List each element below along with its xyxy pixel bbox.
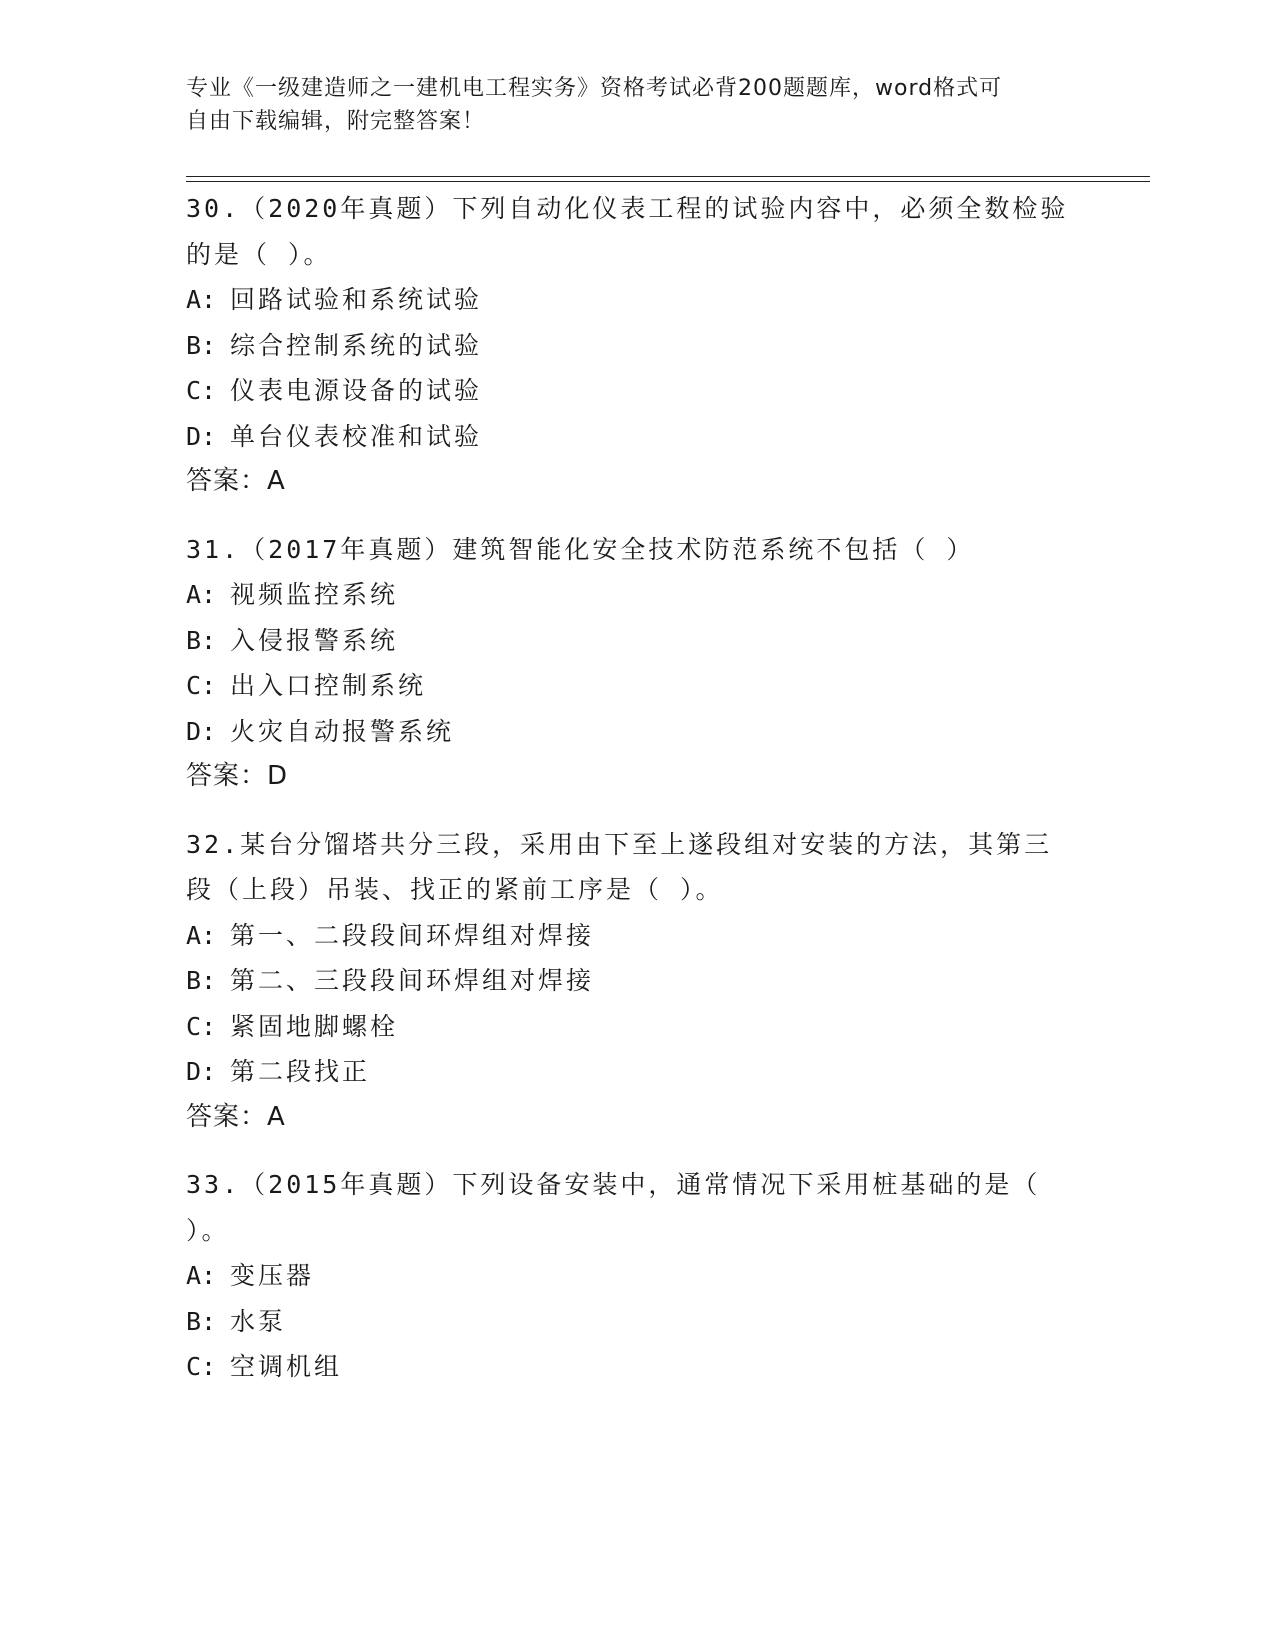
option-row [186,1049,1086,1095]
option-letter: B: [186,625,217,655]
answer-text: 答案：A [186,466,286,496]
option-text: 回路试验和系统试验 [230,285,483,314]
option-text: 火灾自动报警系统 [230,716,455,746]
question-block [186,1162,1086,1390]
question-text: 的是（ ）。 [186,239,332,269]
option-text: 水泵 [230,1306,287,1336]
option-text: 第二、三段段间环焊组对焊接 [230,966,595,995]
option-letter: C: [186,1352,217,1381]
option-text: 第二段找正 [230,1057,371,1086]
option-letter: A: [186,285,217,314]
option-letter: B: [186,1306,217,1336]
option-text: 视频监控系统 [230,580,399,609]
question-list [186,186,1086,1412]
answer-text: 答案：D [186,761,289,791]
option-letter: B: [186,966,217,995]
option-letter: A: [186,580,217,609]
option-row [186,663,1086,709]
question-text: ）。 [186,1215,230,1245]
option-row [186,1299,1086,1345]
question-text: 段（上段）吊装、找正的紧前工序是（ ）。 [186,875,724,904]
header-divider [186,176,1150,177]
option-letter: D: [186,716,217,746]
option-letter: C: [186,671,217,700]
option-text: 入侵报警系统 [230,625,399,655]
option-text: 单台仪表校准和试验 [230,421,483,451]
question-text: 30.（2020年真题）下列自动化仪表工程的试验内容中，必须全数检验 [186,194,1069,223]
option-row [186,368,1086,414]
option-row [186,1004,1086,1050]
option-row [186,709,1086,755]
header-line: 专业《一级建造师之一建机电工程实务》资格考试必背200题题库，word格式可 [186,76,1003,101]
option-text: 紧固地脚螺栓 [230,1011,399,1041]
option-row [186,618,1086,664]
option-letter: C: [186,1011,217,1041]
header-divider [186,181,1150,182]
question-text: 31.（2017年真题）建筑智能化安全技术防范系统不包括（ ） [186,534,975,564]
option-row [186,572,1086,618]
question-block [186,822,1086,1141]
option-letter: C: [186,376,217,405]
option-letter: D: [186,421,217,451]
option-row [186,913,1086,959]
option-letter: D: [186,1057,217,1086]
option-row [186,1253,1086,1299]
question-text: 33.（2015年真题）下列设备安装中，通常情况下采用桩基础的是（ [186,1170,1041,1199]
option-row [186,414,1086,460]
option-letter: A: [186,920,217,950]
question-block [186,527,1086,800]
option-text: 出入口控制系统 [230,671,427,700]
header-line: 自由下载编辑，附完整答案！ [186,109,486,134]
document-header [186,72,1066,138]
option-letter: A: [186,1261,217,1290]
option-row [186,958,1086,1004]
answer-text: 答案：A [186,1101,286,1132]
option-text: 综合控制系统的试验 [230,330,483,360]
option-text: 仪表电源设备的试验 [230,376,483,405]
option-text: 第一、二段段间环焊组对焊接 [230,920,595,950]
option-text: 空调机组 [230,1352,343,1381]
question-block [186,186,1086,505]
question-text: 32.某台分馏塔共分三段，采用由下至上遂段组对安装的方法，其第三 [186,829,1053,859]
option-text: 变压器 [230,1261,315,1290]
option-row [186,1344,1086,1390]
option-row [186,277,1086,323]
option-row [186,323,1086,369]
option-letter: B: [186,330,217,360]
